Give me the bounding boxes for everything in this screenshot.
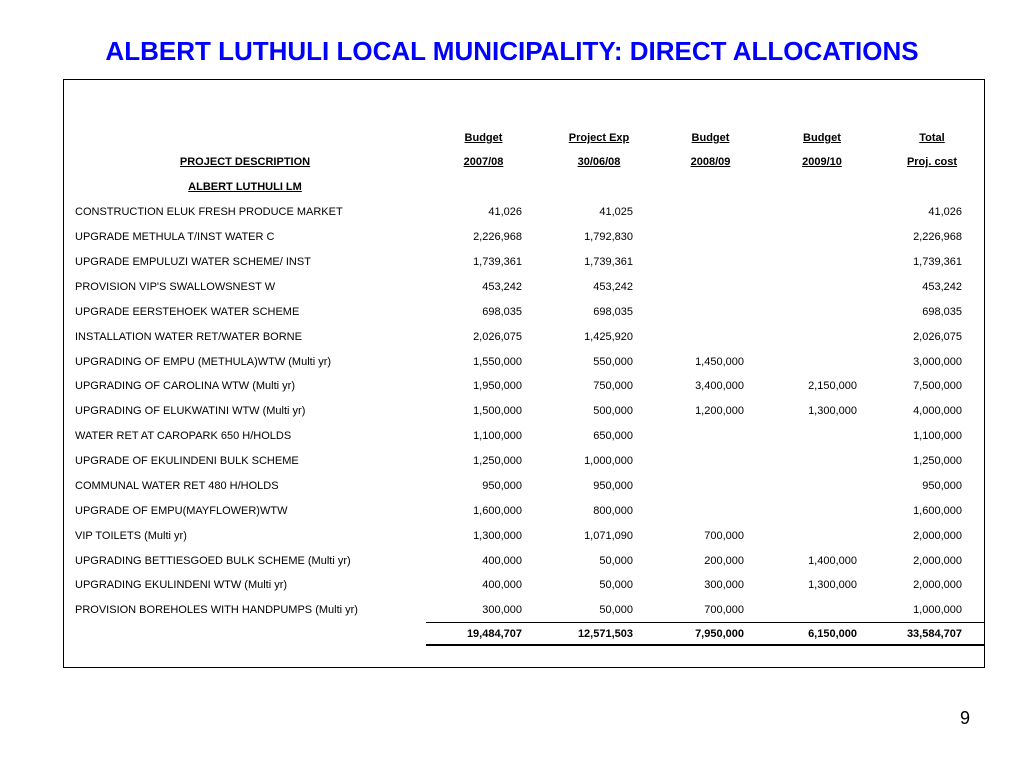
row-total: 698,035 [922, 306, 962, 318]
row-budget-0809: 1,450,000 [695, 356, 744, 368]
slide-title: ALBERT LUTHULI LOCAL MUNICIPALITY: DIRECT ALLOCATIONS [105, 36, 919, 66]
total-proj-cost: 33,584,707 [906, 628, 962, 640]
totals-bottom-rule [426, 644, 984, 646]
row-description: VIP TOILETS (Multi yr) [75, 530, 187, 542]
row-total: 1,600,000 [913, 505, 962, 517]
row-budget-0708: 1,950,000 [473, 380, 522, 392]
header-project-description: PROJECT DESCRIPTION [179, 156, 311, 168]
row-budget-0708: 1,600,000 [473, 505, 522, 517]
row-project-exp: 1,000,000 [584, 455, 633, 467]
row-budget-0708: 1,250,000 [473, 455, 522, 467]
row-project-exp: 50,000 [599, 579, 633, 591]
row-description: UPGRADE OF EKULINDENI BULK SCHEME [75, 455, 299, 467]
row-total: 2,026,075 [913, 331, 962, 343]
row-budget-0708: 2,226,968 [473, 231, 522, 243]
row-budget-0708: 950,000 [482, 480, 522, 492]
row-budget-0708: 300,000 [482, 604, 522, 616]
row-budget-0910: 1,300,000 [808, 405, 857, 417]
totals-top-rule [426, 622, 984, 623]
row-project-exp: 550,000 [593, 356, 633, 368]
row-description: UPGRADE EERSTEHOEK WATER SCHEME [75, 306, 300, 318]
row-total: 1,000,000 [913, 604, 962, 616]
row-project-exp: 950,000 [593, 480, 633, 492]
row-budget-0708: 400,000 [482, 579, 522, 591]
row-budget-0708: 2,026,075 [473, 331, 522, 343]
row-description: UPGRADE EMPULUZI WATER SCHEME/ INST [75, 256, 311, 268]
row-project-exp: 1,739,361 [584, 256, 633, 268]
row-total: 2,000,000 [913, 579, 962, 591]
header-budget-0708-line1: Budget [464, 132, 503, 144]
row-total: 2,226,968 [913, 231, 962, 243]
row-total: 2,000,000 [913, 555, 962, 567]
row-budget-0708: 1,739,361 [473, 256, 522, 268]
header-total-line1: Total [919, 132, 945, 144]
row-project-exp: 650,000 [593, 430, 633, 442]
header-budget-0809-line1: Budget [691, 132, 730, 144]
row-budget-0809: 200,000 [704, 555, 744, 567]
row-description: UPGRADING OF ELUKWATINI WTW (Multi yr) [75, 405, 306, 417]
row-description: PROVISION VIP'S SWALLOWSNEST W [75, 281, 276, 293]
row-budget-0708: 453,242 [482, 281, 522, 293]
row-total: 41,026 [928, 206, 962, 218]
total-budget-0809: 7,950,000 [695, 628, 744, 640]
row-budget-0708: 41,026 [488, 206, 522, 218]
row-budget-0809: 700,000 [704, 604, 744, 616]
row-description: UPGRADING EKULINDENI WTW (Multi yr) [75, 579, 288, 591]
row-budget-0708: 1,100,000 [473, 430, 522, 442]
row-budget-0708: 1,300,000 [473, 530, 522, 542]
total-budget-0708: 19,484,707 [466, 628, 522, 640]
row-budget-0809: 700,000 [704, 530, 744, 542]
header-project-exp-line2: 30/06/08 [577, 156, 621, 168]
total-budget-0910: 6,150,000 [808, 628, 857, 640]
row-budget-0910: 1,400,000 [808, 555, 857, 567]
row-total: 4,000,000 [913, 405, 962, 417]
row-description: UPGRADING OF CAROLINA WTW (Multi yr) [75, 380, 295, 392]
header-budget-0708-line2: 2007/08 [463, 156, 504, 168]
row-budget-0708: 1,550,000 [473, 356, 522, 368]
row-description: PROVISION BOREHOLES WITH HANDPUMPS (Multi yr) [75, 604, 358, 616]
row-project-exp: 750,000 [593, 380, 633, 392]
section-label: ALBERT LUTHULI LM [188, 181, 302, 193]
row-project-exp: 1,425,920 [584, 331, 633, 343]
header-budget-0910-line2: 2009/10 [802, 156, 842, 168]
row-budget-0708: 1,500,000 [473, 405, 522, 417]
header-budget-0910-line1: Budget [803, 132, 841, 144]
row-project-exp: 50,000 [599, 555, 633, 567]
row-project-exp: 453,242 [593, 281, 633, 293]
row-project-exp: 800,000 [593, 505, 633, 517]
row-budget-0809: 300,000 [704, 579, 744, 591]
row-description: UPGRADE OF EMPU(MAYFLOWER)WTW [75, 505, 288, 517]
row-description: UPGRADING BETTIESGOED BULK SCHEME (Multi yr) [75, 555, 351, 567]
row-budget-0809: 3,400,000 [695, 380, 744, 392]
row-budget-0910: 1,300,000 [808, 579, 857, 591]
row-description: UPGRADE METHULA T/INST WATER C [75, 231, 275, 243]
row-total: 7,500,000 [913, 380, 962, 392]
header-project-exp-line1: Project Exp [568, 132, 630, 144]
row-project-exp: 500,000 [593, 405, 633, 417]
row-description: WATER RET AT CAROPARK 650 H/HOLDS [75, 430, 292, 442]
row-description: UPGRADING OF EMPU (METHULA)WTW (Multi yr) [75, 356, 332, 368]
row-project-exp: 1,071,090 [584, 530, 633, 542]
header-budget-0809-line2: 2008/09 [690, 156, 731, 168]
row-project-exp: 41,025 [599, 206, 633, 218]
allocations-table [63, 79, 985, 668]
row-description: CONSTRUCTION ELUK FRESH PRODUCE MARKET [75, 206, 343, 218]
header-total-line2: Proj. cost [906, 156, 958, 168]
row-project-exp: 50,000 [599, 604, 633, 616]
row-budget-0708: 698,035 [482, 306, 522, 318]
row-description: INSTALLATION WATER RET/WATER BORNE [75, 331, 302, 343]
total-project-exp: 12,571,503 [577, 628, 633, 640]
row-description: COMMUNAL WATER RET 480 H/HOLDS [75, 480, 279, 492]
row-total: 3,000,000 [913, 356, 962, 368]
row-project-exp: 698,035 [593, 306, 633, 318]
row-total: 453,242 [922, 281, 962, 293]
page-number: 9 [959, 708, 970, 728]
row-budget-0910: 2,150,000 [808, 380, 857, 392]
row-budget-0809: 1,200,000 [695, 405, 744, 417]
row-total: 950,000 [922, 480, 962, 492]
row-total: 1,739,361 [913, 256, 962, 268]
row-budget-0708: 400,000 [482, 555, 522, 567]
row-project-exp: 1,792,830 [584, 231, 633, 243]
row-total: 1,100,000 [913, 430, 962, 442]
row-total: 1,250,000 [913, 455, 962, 467]
row-total: 2,000,000 [913, 530, 962, 542]
